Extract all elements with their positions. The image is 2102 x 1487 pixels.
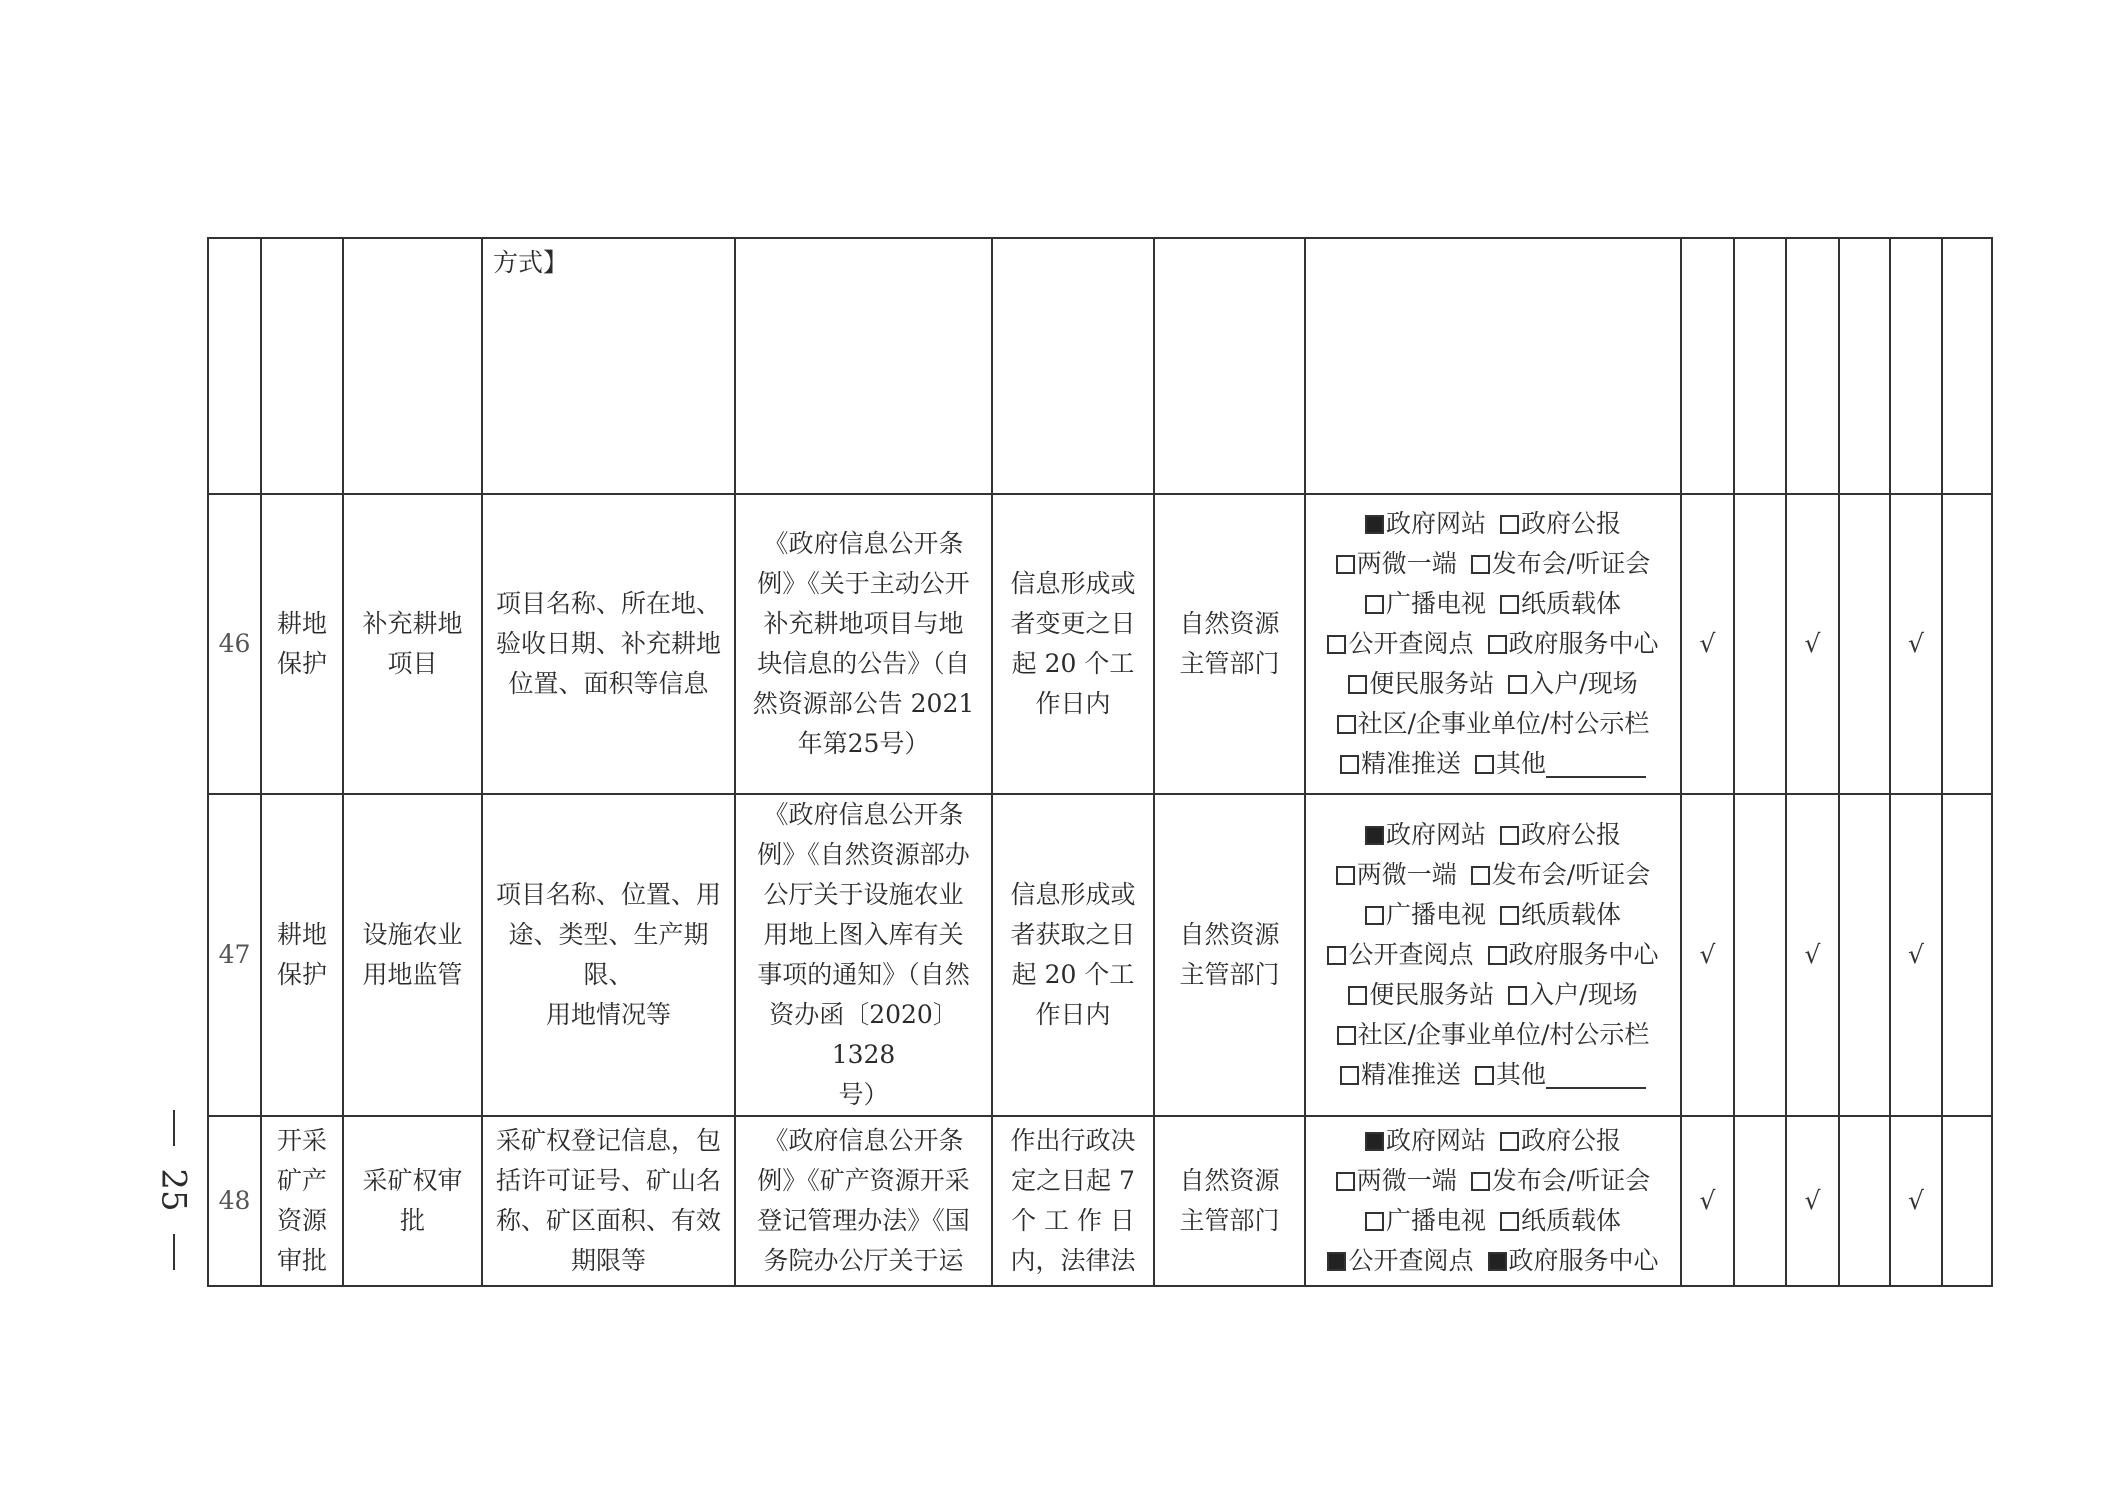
channel-option xyxy=(1365,504,1486,544)
channel-option xyxy=(1475,1055,1646,1095)
cell-channels xyxy=(1305,1116,1681,1286)
cell-content: 采矿权登记信息，包 括许可证号、矿山名 称、矿区面积、有效 期限等 xyxy=(482,1116,735,1286)
unchecked-box-icon xyxy=(1500,1212,1519,1231)
channel-option xyxy=(1471,544,1650,584)
channel-line xyxy=(1306,1241,1680,1281)
cell-mark: √ xyxy=(1786,1116,1839,1286)
channel-label: 社区/企事业单位/村公示栏 xyxy=(1357,709,1650,738)
channel-label: 社区/企事业单位/村公示栏 xyxy=(1357,1020,1650,1049)
channel-label: 发布会/听证会 xyxy=(1491,860,1651,889)
page-number-dash xyxy=(173,1234,175,1270)
cell-no: 48 xyxy=(208,1116,261,1286)
unchecked-box-icon xyxy=(1488,946,1507,965)
unchecked-box-icon xyxy=(1471,1172,1490,1191)
page-number-dash xyxy=(173,1110,175,1146)
table-row xyxy=(208,1116,1992,1286)
cell-mark xyxy=(1839,494,1890,794)
channel-line xyxy=(1306,664,1680,704)
checked-box-icon xyxy=(1365,826,1384,845)
channel-label: 政府服务中心 xyxy=(1508,1246,1659,1275)
channel-option xyxy=(1500,815,1621,855)
cell-channels xyxy=(1305,238,1681,494)
channel-label: 两微一端 xyxy=(1356,1166,1457,1195)
cell-time-limit: 信息形成或 者获取之日 起 20 个工 作日内 xyxy=(992,794,1154,1116)
cell-mark: √ xyxy=(1890,794,1942,1116)
cell-mark xyxy=(1839,794,1890,1116)
channel-label: 其他 xyxy=(1496,749,1547,778)
channel-label: 两微一端 xyxy=(1356,860,1457,889)
cell-basis: 《政府信息公开条 例》《关于主动公开 补充耕地项目与地 块信息的公告》（自 然资源部公告 2021 年第25号） xyxy=(735,494,992,794)
unchecked-box-icon xyxy=(1500,595,1519,614)
unchecked-box-icon xyxy=(1471,866,1490,885)
unchecked-box-icon xyxy=(1500,906,1519,925)
channel-option xyxy=(1337,704,1650,744)
unchecked-box-icon xyxy=(1365,1212,1384,1231)
channel-label: 纸质载体 xyxy=(1521,1206,1622,1235)
channel-label: 精准推送 xyxy=(1360,749,1461,778)
channel-label: 政府服务中心 xyxy=(1508,940,1659,969)
cell-content: 项目名称、位置、用 途、类型、生产期限、 用地情况等 xyxy=(482,794,735,1116)
channel-option xyxy=(1471,1161,1650,1201)
channel-line xyxy=(1306,815,1680,855)
table-row xyxy=(208,794,1992,1116)
content-tail-text: 方式】 xyxy=(493,248,569,277)
cell-mark: √ xyxy=(1786,494,1839,794)
checked-box-icon xyxy=(1327,1252,1346,1271)
channel-label: 政府网站 xyxy=(1385,1126,1486,1155)
channel-option xyxy=(1500,584,1621,624)
cell-no xyxy=(208,238,261,494)
unchecked-box-icon xyxy=(1508,986,1527,1005)
channel-option xyxy=(1488,1241,1659,1281)
checked-box-icon xyxy=(1365,515,1384,534)
cell-no: 46 xyxy=(208,494,261,794)
channel-label: 纸质载体 xyxy=(1521,900,1622,929)
unchecked-box-icon xyxy=(1327,946,1346,965)
cell-basis: 《政府信息公开条 例》《自然资源部办 公厅关于设施农业 用地上图入库有关 事项的通知》（自然 资办函〔2020〕1328 号） xyxy=(735,794,992,1116)
cell-mark xyxy=(1681,238,1734,494)
channel-line xyxy=(1306,895,1680,935)
cell-mark: √ xyxy=(1890,1116,1942,1286)
channel-label: 发布会/听证会 xyxy=(1491,549,1651,578)
unchecked-box-icon xyxy=(1471,555,1490,574)
cell-mark xyxy=(1734,238,1786,494)
channel-line xyxy=(1306,1055,1680,1095)
cell-mark: √ xyxy=(1786,794,1839,1116)
channel-option xyxy=(1365,1201,1486,1241)
channel-option xyxy=(1488,935,1659,975)
cell-mark xyxy=(1942,238,1992,494)
unchecked-box-icon xyxy=(1336,1172,1355,1191)
channel-option xyxy=(1365,1121,1486,1161)
channel-line xyxy=(1306,1015,1680,1055)
channel-line xyxy=(1306,1201,1680,1241)
channel-label: 政府公报 xyxy=(1521,1126,1622,1155)
page-number xyxy=(150,1110,198,1270)
unchecked-box-icon xyxy=(1500,1132,1519,1151)
cell-category: 耕地 保护 xyxy=(261,794,343,1116)
channel-option xyxy=(1365,584,1486,624)
channel-option xyxy=(1336,1161,1457,1201)
unchecked-box-icon xyxy=(1337,1026,1356,1045)
channel-option xyxy=(1365,815,1486,855)
unchecked-box-icon xyxy=(1475,755,1494,774)
channel-option xyxy=(1471,855,1650,895)
channel-line xyxy=(1306,584,1680,624)
cell-item xyxy=(343,238,482,494)
channel-label: 广播电视 xyxy=(1385,900,1486,929)
unchecked-box-icon xyxy=(1336,555,1355,574)
channel-option xyxy=(1500,504,1621,544)
channel-option xyxy=(1365,895,1486,935)
channel-label: 广播电视 xyxy=(1385,1206,1486,1235)
cell-mark: √ xyxy=(1681,494,1734,794)
channel-label: 政府网站 xyxy=(1385,509,1486,538)
unchecked-box-icon xyxy=(1340,755,1359,774)
unchecked-box-icon xyxy=(1488,635,1507,654)
channel-line xyxy=(1306,1161,1680,1201)
channel-option xyxy=(1337,1015,1650,1055)
cell-category xyxy=(261,238,343,494)
cell-mark: √ xyxy=(1681,1116,1734,1286)
cell-time-limit xyxy=(992,238,1154,494)
cell-mark xyxy=(1839,238,1890,494)
channel-label: 公开查阅点 xyxy=(1348,1246,1474,1275)
channel-line xyxy=(1306,504,1680,544)
channel-label: 纸质载体 xyxy=(1521,589,1622,618)
channel-label: 政府网站 xyxy=(1385,820,1486,849)
unchecked-box-icon xyxy=(1327,635,1346,654)
unchecked-box-icon xyxy=(1500,515,1519,534)
channel-option xyxy=(1340,744,1461,784)
table-row xyxy=(208,494,1992,794)
cell-mark xyxy=(1942,1116,1992,1286)
cell-channels xyxy=(1305,794,1681,1116)
fill-in-blank-line xyxy=(1546,1059,1646,1089)
cell-department: 自然资源 主管部门 xyxy=(1154,1116,1305,1286)
channel-line xyxy=(1306,935,1680,975)
table-row-continuation xyxy=(208,238,1992,494)
cell-mark xyxy=(1890,238,1942,494)
cell-basis xyxy=(735,238,992,494)
cell-mark xyxy=(1734,494,1786,794)
channel-line xyxy=(1306,975,1680,1015)
channel-label: 政府服务中心 xyxy=(1508,629,1659,658)
cell-department xyxy=(1154,238,1305,494)
channel-label: 广播电视 xyxy=(1385,589,1486,618)
channel-option xyxy=(1475,744,1646,784)
unchecked-box-icon xyxy=(1348,675,1367,694)
channel-label: 入户/现场 xyxy=(1529,980,1638,1009)
cell-no: 47 xyxy=(208,794,261,1116)
unchecked-box-icon xyxy=(1475,1066,1494,1085)
cell-channels xyxy=(1305,494,1681,794)
cell-content: 项目名称、所在地、 验收日期、补充耕地 位置、面积等信息 xyxy=(482,494,735,794)
channel-label: 发布会/听证会 xyxy=(1491,1166,1651,1195)
channel-label: 政府公报 xyxy=(1521,820,1622,849)
channel-label: 公开查阅点 xyxy=(1348,629,1474,658)
cell-mark xyxy=(1942,794,1992,1116)
channel-label: 政府公报 xyxy=(1521,509,1622,538)
channel-option xyxy=(1327,1241,1473,1281)
cell-mark xyxy=(1942,494,1992,794)
channel-line xyxy=(1306,704,1680,744)
cell-time-limit: 作出行政决 定之日起 7 个 工 作 日 内，法律法 xyxy=(992,1116,1154,1286)
cell-mark xyxy=(1839,1116,1890,1286)
channel-label: 便民服务站 xyxy=(1369,980,1495,1009)
channel-line xyxy=(1306,624,1680,664)
channel-label: 两微一端 xyxy=(1356,549,1457,578)
channel-option xyxy=(1508,975,1637,1015)
channel-option xyxy=(1336,855,1457,895)
cell-department: 自然资源 主管部门 xyxy=(1154,494,1305,794)
unchecked-box-icon xyxy=(1340,1066,1359,1085)
channel-option xyxy=(1348,975,1494,1015)
channel-option xyxy=(1500,1121,1621,1161)
cell-mark xyxy=(1734,794,1786,1116)
unchecked-box-icon xyxy=(1500,826,1519,845)
channel-label: 公开查阅点 xyxy=(1348,940,1474,969)
unchecked-box-icon xyxy=(1365,595,1384,614)
channel-option xyxy=(1336,544,1457,584)
channel-line xyxy=(1306,855,1680,895)
fill-in-blank-line xyxy=(1546,748,1646,778)
cell-item: 补充耕地 项目 xyxy=(343,494,482,794)
cell-department: 自然资源 主管部门 xyxy=(1154,794,1305,1116)
cell-item: 设施农业 用地监管 xyxy=(343,794,482,1116)
cell-mark: √ xyxy=(1681,794,1734,1116)
channel-option xyxy=(1327,935,1473,975)
unchecked-box-icon xyxy=(1348,986,1367,1005)
channel-label: 精准推送 xyxy=(1360,1060,1461,1089)
channel-option xyxy=(1500,895,1621,935)
channel-option xyxy=(1340,1055,1461,1095)
channel-option xyxy=(1500,1201,1621,1241)
cell-mark: √ xyxy=(1890,494,1942,794)
unchecked-box-icon xyxy=(1336,866,1355,885)
channel-line xyxy=(1306,1121,1680,1161)
channel-option xyxy=(1348,664,1494,704)
unchecked-box-icon xyxy=(1337,715,1356,734)
page-number-text: 25 xyxy=(153,1168,194,1212)
channel-line xyxy=(1306,744,1680,784)
channel-label: 入户/现场 xyxy=(1529,669,1638,698)
channel-line xyxy=(1306,544,1680,584)
cell-content xyxy=(482,238,735,494)
cell-basis: 《政府信息公开条 例》《矿产资源开采 登记管理办法》《国 务院办公厅关于运 xyxy=(735,1116,992,1286)
cell-mark xyxy=(1786,238,1839,494)
cell-time-limit: 信息形成或 者变更之日 起 20 个工 作日内 xyxy=(992,494,1154,794)
channel-option xyxy=(1508,664,1637,704)
unchecked-box-icon xyxy=(1508,675,1527,694)
channel-label: 便民服务站 xyxy=(1369,669,1495,698)
channel-option xyxy=(1488,624,1659,664)
cell-category: 开采 矿产 资源 审批 xyxy=(261,1116,343,1286)
cell-item: 采矿权审 批 xyxy=(343,1116,482,1286)
cell-mark xyxy=(1734,1116,1786,1286)
checked-box-icon xyxy=(1365,1132,1384,1151)
unchecked-box-icon xyxy=(1365,906,1384,925)
cell-category: 耕地 保护 xyxy=(261,494,343,794)
channel-option xyxy=(1327,624,1473,664)
channel-label: 其他 xyxy=(1496,1060,1547,1089)
checked-box-icon xyxy=(1488,1252,1507,1271)
disclosure-table xyxy=(207,237,1993,1287)
